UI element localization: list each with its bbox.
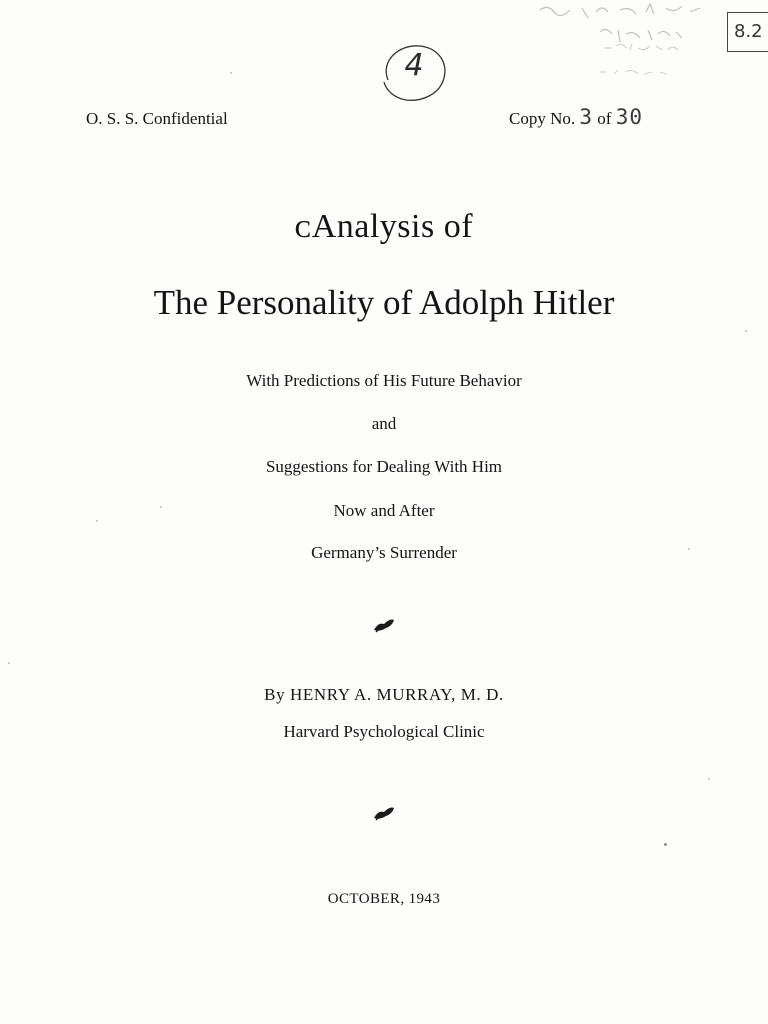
subtitle-line-1: With Predictions of His Future Behavior <box>246 371 522 390</box>
leaf-ornament-icon <box>372 618 396 634</box>
title-line-1: ᴄAnalysis of <box>294 208 474 245</box>
scan-speck <box>745 330 747 332</box>
scan-speck <box>230 72 232 74</box>
copy-number-line <box>509 105 643 129</box>
archive-stamp-box <box>727 12 768 52</box>
title-line-2: The Personality of Adolph Hitler <box>153 283 615 322</box>
scan-speck <box>96 520 98 522</box>
copy-of: of <box>597 109 612 128</box>
scan-speck <box>688 548 690 550</box>
subtitle-line-2: and <box>371 414 397 433</box>
subtitle-line-3: Suggestions for Dealing With Him <box>265 457 503 476</box>
copy-number: 3 <box>579 105 594 129</box>
subtitle-line-5: Germany’s Surrender <box>311 543 457 562</box>
leaf-ornament-icon <box>372 806 396 822</box>
subtitle-line-4: Now and After <box>333 501 435 520</box>
classification-label: O. S. S. Confidential <box>86 109 228 128</box>
copy-label: Copy No. <box>509 109 576 128</box>
scan-speck <box>708 778 710 780</box>
author-affiliation: Harvard Psychological Clinic <box>283 722 485 741</box>
copy-total: 30 <box>615 105 643 129</box>
author-byline: By HENRY A. MURRAY, M. D. <box>264 685 504 704</box>
handwritten-digit: 4 <box>404 48 424 83</box>
scan-speck <box>664 843 667 846</box>
faded-handwriting <box>530 0 730 85</box>
scan-speck <box>160 506 162 508</box>
archive-stamp-text: 8.2 <box>734 21 763 42</box>
scan-speck <box>8 662 10 664</box>
publication-date: OCTOBER, 1943 <box>327 891 441 907</box>
circled-handwritten-number <box>378 40 450 106</box>
